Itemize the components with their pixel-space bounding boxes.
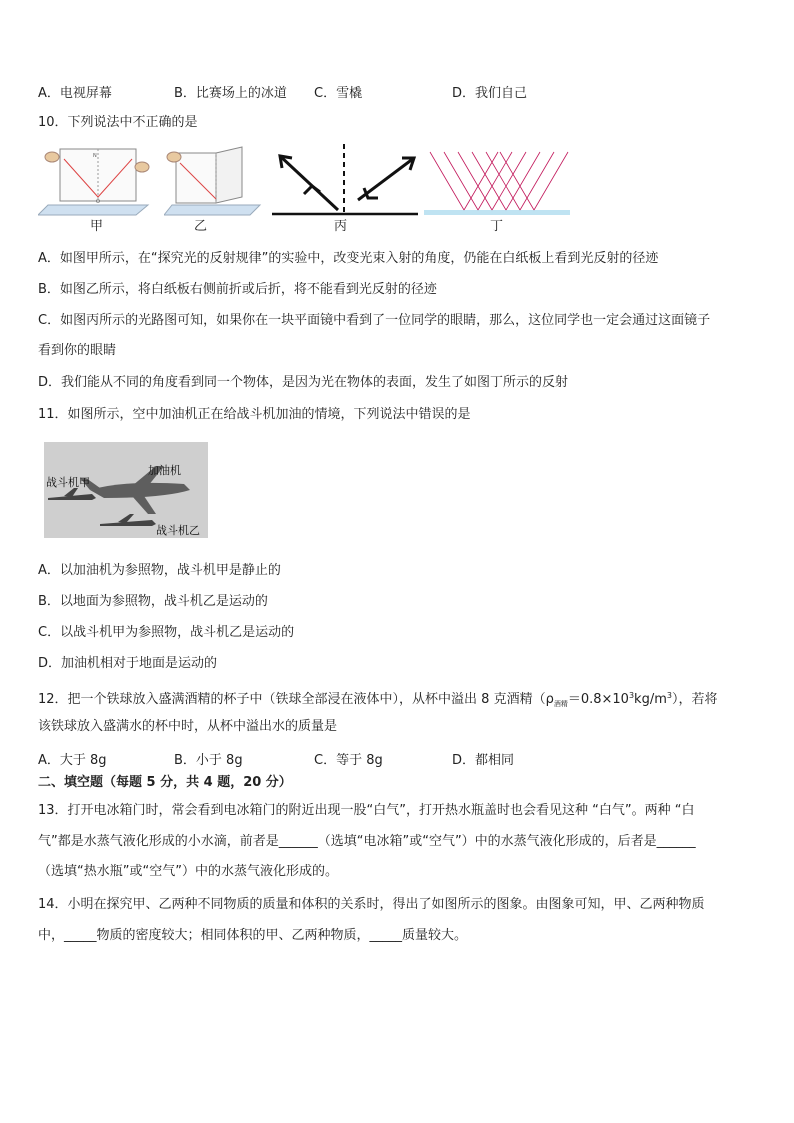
figure-bing-ray-diagram — [268, 140, 420, 220]
q12-stem-part-d: ），若将 — [671, 692, 718, 707]
figure-jia-label: 甲 — [90, 219, 104, 234]
q13-line3: （选填“热水瓶”或“空气”）中的水蒸气液化形成的。 — [38, 864, 338, 879]
q12-option-d: D．都相同 — [452, 753, 515, 768]
tanker-label: 加油机 — [148, 464, 181, 477]
q11-option-d: D．加油机相对于地面是运动的 — [38, 656, 218, 671]
figure-jia-reflection-board — [38, 145, 156, 217]
q12-stem-part-a: 12．把一个铁球放入盛满酒精的杯子中（铁球全部浸在液体中），从杯中溢出 8 克酒精（ρ — [38, 692, 554, 707]
q12-stem-part-c: kg/m — [634, 692, 667, 707]
svg-text:N: N — [93, 153, 97, 159]
q12-option-a: A．大于 8g — [38, 753, 107, 768]
q12-stem-line1 — [38, 687, 717, 713]
q13-line1: 13．打开电冰箱门时，常会看到电冰箱门的附近出现一股“白气”，打开热水瓶盖时也会看见这种 “白气”。两种 “白 — [38, 803, 695, 818]
q10-option-a: A．如图甲所示，在“探究光的反射规律”的实验中，改变光束入射的角度，仍能在白纸板上看到光反射的径迹 — [38, 251, 659, 266]
rho-subscript: 酒精 — [553, 700, 568, 708]
q11-option-a: A．以加油机为参照物，战斗机甲是静止的 — [38, 563, 281, 578]
q14-line1: 14．小明在探究甲、乙两种不同物质的质量和体积的关系时，得出了如图所示的图象。由图象可知，甲、乙两种物质 — [38, 897, 705, 912]
q12-option-c: C．等于 8g — [314, 753, 383, 768]
figure-bing-label: 丙 — [334, 219, 348, 234]
q13-line2: 气”都是水蒸气液化形成的小水滴，前者是______（选填“电冰箱”或“空气”）中的水蒸气液化形成的，后者是______ — [38, 834, 696, 849]
q11-option-b: B．以地面为参照物，战斗机乙是运动的 — [38, 594, 268, 609]
svg-text:O: O — [96, 199, 100, 205]
q12-stem-line2: 该铁球放入盛满水的杯中时，从杯中溢出水的质量是 — [38, 719, 338, 734]
q11-option-c: C．以战斗机甲为参照物，战斗机乙是运动的 — [38, 625, 295, 640]
figure-yi-folded-board — [164, 145, 264, 217]
fighter-a-label: 战斗机甲 — [46, 476, 90, 489]
q12-stem-part-b: ＝0.8×10 — [567, 692, 629, 707]
fighter-b-label: 战斗机乙 — [156, 524, 200, 537]
exponent-unit: 3 — [666, 691, 672, 700]
q10-option-c-line1: C．如图丙所示的光路图可知，如果你在一块平面镜中看到了一位同学的眼睛，那么，这位同学也一定会通过这面镜子 — [38, 313, 711, 328]
section-heading: 二、填空题（每题 5 分，共 4 题，20 分） — [38, 775, 292, 790]
q9-option-d: D．我们自己 — [452, 86, 528, 101]
q9-option-c: C．雪橇 — [314, 86, 363, 101]
q10-option-d: D．我们能从不同的角度看到同一个物体，是因为光在物体的表面，发生了如图丁所示的反射 — [38, 375, 569, 390]
q12-options — [38, 749, 758, 767]
exponent: 3 — [628, 691, 635, 700]
q10-option-c-line2: 看到你的眼睛 — [38, 343, 117, 358]
q11-photo-aerial-refueling — [44, 442, 208, 538]
q9-options — [38, 82, 758, 100]
q9-option-b: B．比赛场上的冰道 — [174, 86, 287, 101]
figure-yi-label: 乙 — [194, 219, 208, 234]
q12-option-b: B．小于 8g — [174, 753, 243, 768]
q9-option-a: A．电视屏幕 — [38, 86, 112, 101]
q14-line2: 中，_____物质的密度较大；相同体积的甲、乙两种物质，_____质量较大。 — [38, 928, 468, 943]
q10-stem: 10．下列说法中不正确的是 — [38, 115, 198, 130]
q11-stem: 11．如图所示，空中加油机正在给战斗机加油的情境，下列说法中错误的是 — [38, 407, 471, 422]
figure-ding-label: 丁 — [490, 219, 504, 234]
figure-ding-specular-reflection — [424, 150, 570, 220]
q10-option-b: B．如图乙所示，将白纸板右侧前折或后折，将不能看到光反射的径迹 — [38, 282, 437, 297]
